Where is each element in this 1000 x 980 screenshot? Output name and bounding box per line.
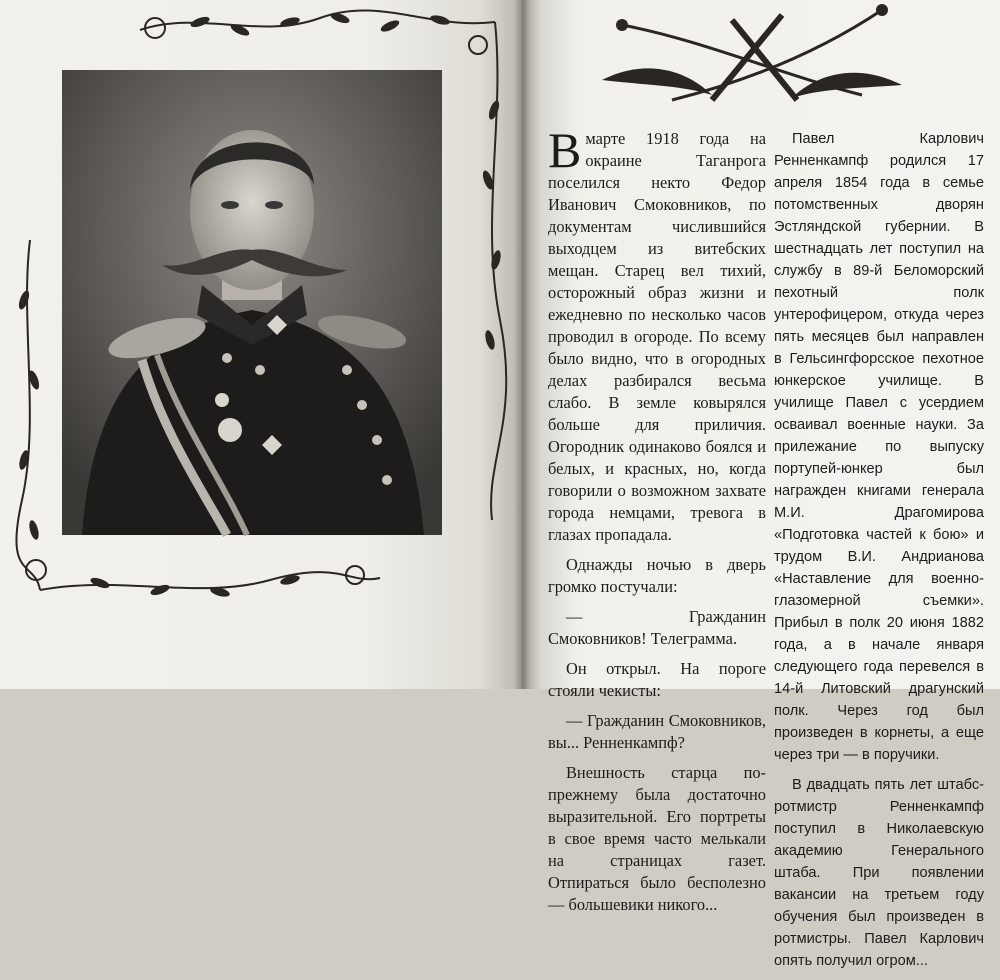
paragraph-8: В двадцать пять лет штабс-ротмистр Ренненкампф поступил в Николаевскую академию Генерального штаба. При появлении вакансии на третьем году обучения был произведен в ротмистры. Павел Карлович опять получил огром...	[774, 777, 984, 969]
paragraph-6: Внешность старца по-прежнему была достаточно выразительной. Его портреты в свое время часто мелькали на страницах газет. Отпираться было бесполезно — большевики никого...	[548, 763, 766, 914]
left-page	[0, 0, 522, 689]
portrait-photo	[62, 70, 442, 535]
paragraph-5: — Гражданин Смоковников, вы... Ренненкампф?	[548, 711, 766, 752]
paragraph-1-text: марте 1918 года на окраине Таганрога поселился некто Федор Иванович Смоковников, по документам числившийся выходцем из витебских мещан. Старец вел тихий, осторожный образ жизни и ежедневно по несколько часов проводил в огороде. По всему было видно, что в огородных делах разбирался весьма слабо. В земле ковырялся больше для приличия. Огородник одинаково боялся и белых, и красных, но, когда говорили о возможном захвате города немцами, тревога в глазах пропадала.	[548, 129, 766, 544]
paragraph-4: Он открыл. На пороге стояли чекисты:	[548, 659, 766, 700]
paragraph-3: — Гражданин Смоковников! Телеграмма.	[548, 607, 766, 648]
article-column-left	[548, 122, 766, 924]
right-page	[522, 0, 1000, 969]
portrait-illustration	[62, 70, 442, 535]
article-column-right	[774, 128, 984, 980]
book-gutter	[514, 0, 530, 689]
paragraph-7: Павел Карлович Ренненкампф родился 17 апреля 1854 года в семье потомственных дворян Эстляндской губернии. В шестнадцать лет поступил на службу в 89-й Беломорский пехотный полк унтерофицером, откуда через пять месяцев был направлен в Гельсингфорсское пехотное юнкерское училище. В училище Павел с усердием осваивал военные науки. За прилежание по выпуску портупей-юнкер был награжден книгами генерала М.И. Драгомирова «Подготовка частей к бою» и трудом В.И. Андрианова «Наставление для военно-глазомерной съемки». Прибыл в полк 20 июня 1882 года, а в начале января следующего года перевелся в 14-й Литовский драгунский полк. Через год был произведен в корнеты, а еще через три — в поручики.	[774, 131, 984, 763]
paragraph-1	[548, 122, 766, 546]
crossed-sabres-emblem	[582, 0, 922, 115]
dropcap-letter: В	[548, 122, 582, 178]
paragraph-2: Однажды ночью в дверь громко постучали:	[548, 555, 766, 596]
